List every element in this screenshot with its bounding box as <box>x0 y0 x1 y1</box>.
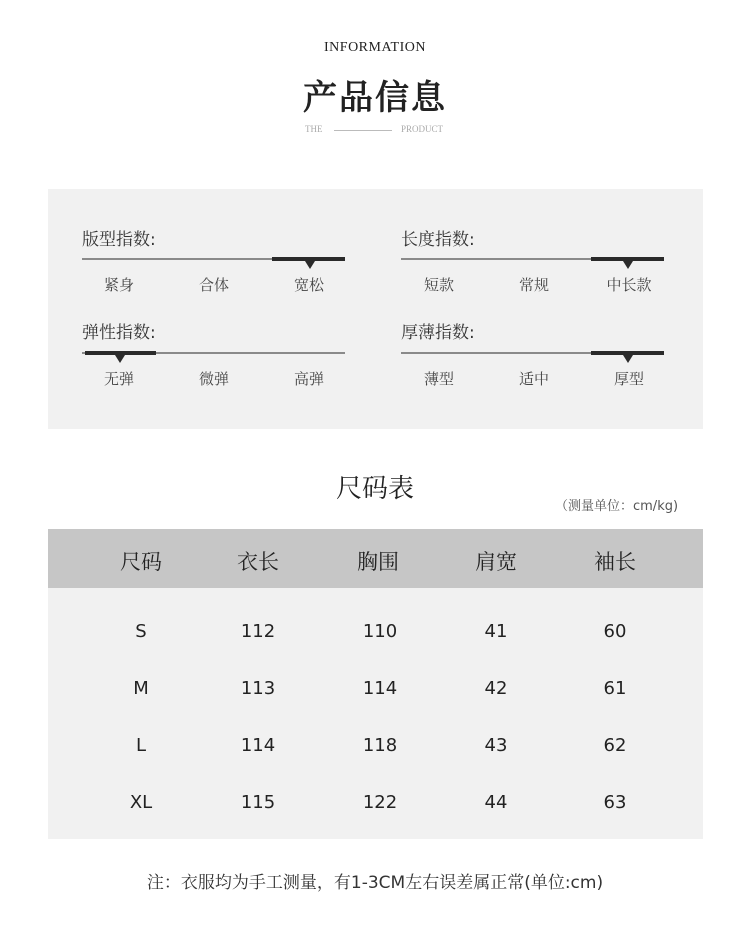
table-row <box>48 621 703 645</box>
table-row <box>48 678 703 702</box>
index-option: 合体 <box>198 276 229 294</box>
table-cell: 114 <box>240 735 276 756</box>
column-header: 尺码 <box>120 550 162 574</box>
index-pointer <box>623 355 633 363</box>
index-label: 厚薄指数: <box>401 323 475 343</box>
table-row <box>48 735 703 759</box>
index-option: 厚型 <box>613 370 644 388</box>
title-decoration <box>0 124 750 138</box>
table-cell: S <box>135 621 147 642</box>
section-title: 产品信息 <box>303 78 447 118</box>
measurement-unit-note: （测量单位：cm/kg) <box>555 499 679 514</box>
index-thickness <box>401 318 666 388</box>
index-option: 薄型 <box>423 370 454 388</box>
table-cell: 115 <box>240 792 276 813</box>
table-cell: 110 <box>362 621 398 642</box>
decoration-text-right: PRODUCT <box>401 124 444 134</box>
table-cell: 42 <box>484 678 508 699</box>
table-cell: 61 <box>603 678 627 699</box>
index-label: 长度指数: <box>401 230 475 250</box>
table-cell: 114 <box>362 678 398 699</box>
index-option: 中长款 <box>606 276 652 294</box>
table-cell: 112 <box>240 621 276 642</box>
table-header <box>48 529 703 588</box>
product-index-panel <box>48 189 703 429</box>
decoration-text-left: THE <box>305 124 323 134</box>
index-option: 高弹 <box>293 370 324 388</box>
table-cell: 41 <box>484 621 508 642</box>
size-table <box>48 529 703 839</box>
index-option: 适中 <box>518 370 549 388</box>
index-option: 宽松 <box>293 276 324 294</box>
index-pointer <box>115 355 125 363</box>
index-label: 版型指数: <box>82 230 156 250</box>
decoration-line <box>334 130 392 131</box>
table-cell: XL <box>129 792 153 813</box>
index-pointer <box>305 261 315 269</box>
index-elasticity <box>82 318 347 388</box>
index-fit <box>82 225 347 295</box>
index-option: 紧身 <box>103 276 134 294</box>
table-cell: 63 <box>603 792 627 813</box>
table-cell: 122 <box>362 792 398 813</box>
table-cell: 113 <box>240 678 276 699</box>
index-option: 无弹 <box>103 370 134 388</box>
index-label: 弹性指数: <box>82 323 156 343</box>
index-length <box>401 225 666 295</box>
index-option: 短款 <box>423 276 454 294</box>
table-cell: L <box>135 735 147 756</box>
table-cell: 43 <box>484 735 508 756</box>
table-cell: 118 <box>362 735 398 756</box>
column-header: 胸围 <box>357 550 399 574</box>
index-option: 常规 <box>518 276 549 294</box>
table-cell: 62 <box>603 735 627 756</box>
index-pointer <box>623 261 633 269</box>
size-chart-title: 尺码表 <box>335 474 414 504</box>
table-cell: 60 <box>603 621 627 642</box>
footer-note: 注：衣服均为手工测量，有1-3CM左右误差属正常(单位:cm) <box>146 873 604 893</box>
table-row <box>48 792 703 816</box>
column-header: 袖长 <box>594 550 636 574</box>
column-header: 衣长 <box>237 550 279 574</box>
index-option: 微弹 <box>198 370 229 388</box>
table-cell: 44 <box>484 792 508 813</box>
section-subtitle-en: INFORMATION <box>324 40 426 55</box>
table-cell: M <box>133 678 149 699</box>
column-header: 肩宽 <box>475 550 517 574</box>
